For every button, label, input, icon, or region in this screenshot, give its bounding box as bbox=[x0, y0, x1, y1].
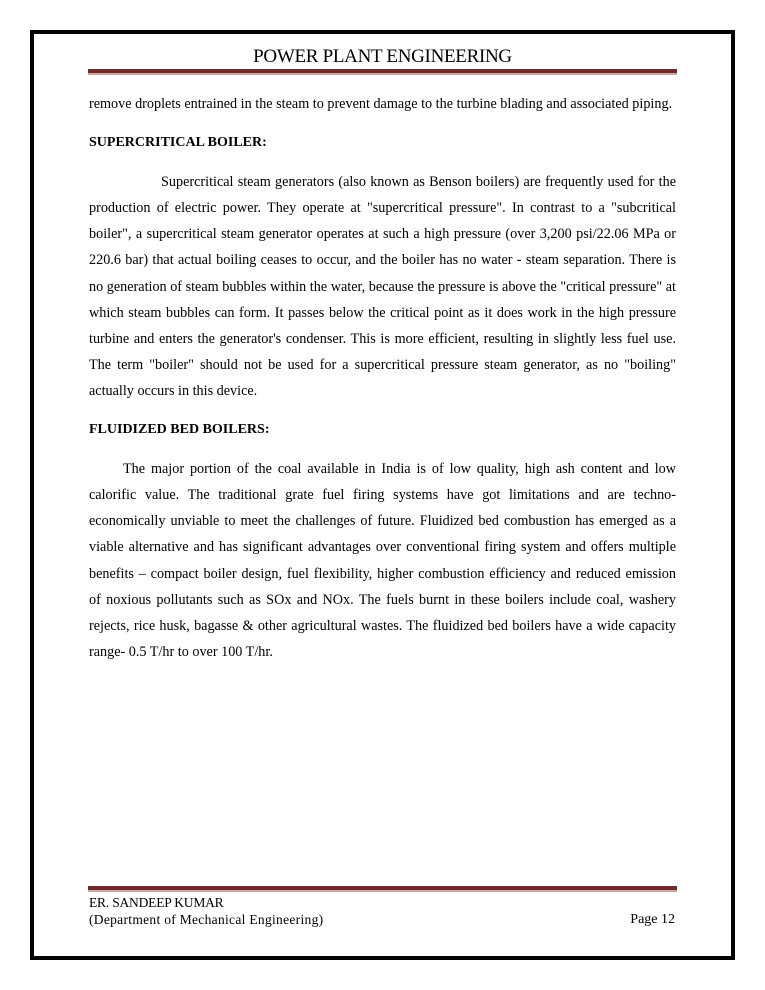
page-header-title: POWER PLANT ENGINEERING bbox=[253, 46, 512, 67]
header-rule bbox=[88, 69, 677, 75]
section-heading-fluidized: FLUIDIZED BED BOILERS: bbox=[89, 422, 270, 438]
page-content bbox=[89, 91, 676, 665]
footer-department: (Department of Mechanical Engineering) bbox=[89, 912, 324, 927]
continued-paragraph: remove droplets entrained in the steam to prevent damage to the turbine blading and associated piping. bbox=[89, 96, 673, 112]
header-rule-thin bbox=[88, 73, 677, 75]
section-paragraph-fluidized: The major portion of the coal available in India is of low quality, high ash content and low calorific value. The traditional grate fuel firing systems have got limitations and are techno-economically unviable to meet the challenges of future. Fluidized bed combustion has emerged as a viable alternative and has significant advantages over conventional firing system and offers multiple benefits – compact boiler design, fuel flexibility, higher combustion efficiency and reduced emission of noxious pollutants such as SOx and NOx. The fuels burnt in these boilers include coal, washery rejects, rice husk, bagasse & other agricultural wastes. The fluidized bed boilers have a wide capacity range- 0.5 T/hr to over 100 T/hr. bbox=[89, 461, 676, 660]
section-heading-supercritical: SUPERCRITICAL BOILER: bbox=[89, 135, 267, 151]
footer-author: ER. SANDEEP KUMAR bbox=[89, 895, 224, 910]
section-paragraph-supercritical: Supercritical steam generators (also known as Benson boilers) are frequently used for the production of electric power. They operate at "supercritical pressure". In contrast to a "subcritical boiler", a supercritical steam generator operates at such a high pressure (over 3,200 psi/22.06 MPa or 220.6 bar) that actual boiling ceases to occur, and the boiler has no water - steam separation. There is no generation of steam bubbles within the water, because the pressure is above the "critical pressure" at which steam bubbles can form. It passes below the critical point as it does work in the high pressure turbine and enters the generator's condenser. This is more efficient, resulting in slightly less fuel use. The term "boiler" should not be used for a supercritical pressure steam generator, as no "boiling" actually occurs in this device. bbox=[89, 174, 676, 399]
footer-rule bbox=[88, 886, 677, 892]
page-number: Page 12 bbox=[630, 912, 675, 927]
footer-rule-thin bbox=[88, 890, 677, 892]
